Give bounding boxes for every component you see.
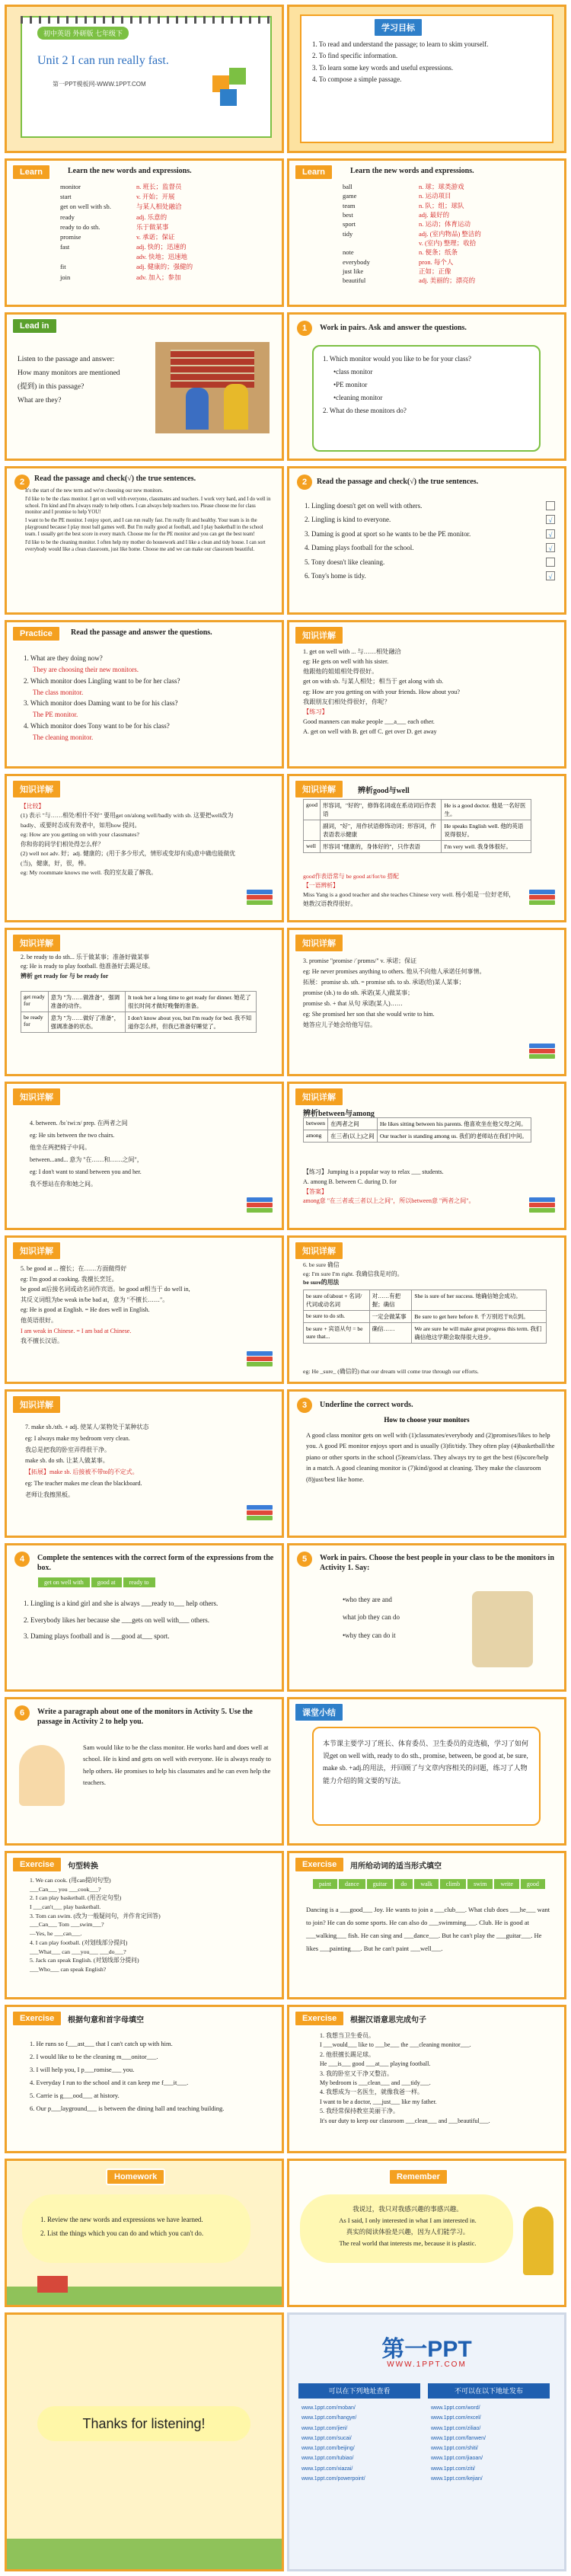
slide-9-practice[interactable] <box>5 620 284 769</box>
knowledge-text: 【比较】 (1) 表示 "与……相处/相什不好" 要用get on/along well/badly with sb. 这要把well改为badly、或要时态成有效者中，如用how 提问。 eg: How are you getting on with your classmates? 你和你的同学们相处得怎么样？ (2) well not adv. 好；adj. 健康的；(用于多少形式，情形或变却有成)意中确也能做优(当)，健康，好，很，棒。 eg: My roommate knows me well. 我的室友最了解我。 <box>21 803 236 877</box>
slide-1-title[interactable] <box>5 5 284 153</box>
vocab-heading: Learn the new words and expressions. <box>350 167 474 175</box>
checkbox[interactable] <box>546 558 555 567</box>
knowledge-text: 2. be ready to do sth... 乐于做某事；准备好做某事 eg: He is ready to play football. 他准备好去踢足球。 辨析 get ready for 与 be ready for <box>21 954 155 980</box>
activity-number: 5 <box>297 1552 312 1567</box>
objective-item: 4. To compose a simple passage. <box>312 75 402 83</box>
slide-12-good-well[interactable] <box>287 774 566 922</box>
links-column-left <box>301 2403 423 2484</box>
knowledge-tag: 知识详解 <box>294 1241 344 1261</box>
expression-chip: get on well with <box>38 1577 90 1587</box>
activity-heading: Write a paragraph about one of the monitors in Activity 5. Use the passage in Activity 2 to help you. <box>37 1708 253 1726</box>
activity-questions: 1. Which monitor would you like to be for your class? •class monitor •PE monitor •cleaning monitor 2. What do these monitors do? <box>323 355 472 415</box>
checkbox[interactable]: √ <box>546 529 555 539</box>
comparison-table: get ready for 意为 "为……做准备"，强调准备的动作。 It took her a long time to get ready for dinner. 她花了很长时间才做好晚餐的准备。 be ready for 意为 "为……做好了准备"，强调准备的状态。 I don't know about you, but I'm ready for bed. 我不知道你怎么样，但我已准备好睡觉了。 <box>21 991 257 1033</box>
brand-logo: 第一PPT <box>381 2337 472 2362</box>
expression-chip: good at <box>91 1577 122 1587</box>
exercise-list: 1. 我想当卫生委员。 I ___would___ like to ___be___ the ___cleaning monitor___. 2. 他很擅长踢足球。 He ___is___ good ___at___ playing football. 3. 我的卧室又干净又整洁。 My bedroom is ___clean___ and ___tidy___. 4. 我想成为一名医生，就像我爸一样。 I want to be a doctor, ___just___ like my father. 5. 我经常保持教室美丽干净。 It's our duty to keep our classroom ___clean___ and ___beautiful___. <box>320 2032 490 2124</box>
knowledge-tag: 知识详解 <box>11 1087 62 1107</box>
comparison-table: be sure of/about + 名词/代词或动名词 对……有把握；确信 She is sure of her success. 她确信她会成功。 be sure to do sth. 一定会做某事 Be sure to get here before 8. 千万别迟于8点到。 be sure + 宾语从句 = be sure that... 确信…… We are sure he will make great progress this term. 我们确信他这学期会取得很大进步。 <box>303 1290 547 1344</box>
knowledge-tag: 知识详解 <box>294 625 344 645</box>
exercise-subtitle: 根据句意和首字母填空 <box>68 2016 144 2025</box>
slide-11-knowledge[interactable] <box>5 774 284 922</box>
activity-heading: Read the passage and check(√) the true sentences. <box>34 475 196 483</box>
practice-heading: Read the passage and answer the questions. <box>71 628 212 637</box>
books-icon <box>529 1044 555 1063</box>
slide-8-true-sentences[interactable] <box>287 466 566 615</box>
knowledge-text: 1. get on well with ... 与……相处融洽 eg: He gets on well with his sister. 他跟他的姐姐相处得很好。 get on with sb. 与某人相处；相当于 get along with sb. eg: How are you getting on with your friends. How about you? 我跟朋友们相处得很好，你呢？ 【练习】 Good manners can make people ___a___ each other. A. get on well with B. get off C. get over D. get away <box>303 648 461 735</box>
activity-number: 4 <box>14 1552 30 1567</box>
objectives-list <box>312 39 555 85</box>
slide-22-pairs[interactable] <box>287 1543 566 1692</box>
activity-heading: Work in pairs. Choose the best people in your class to be the monitors in Activity 1. Say: <box>320 1554 554 1572</box>
learn-tag: Learn <box>294 164 333 181</box>
vocab-list: monitor n. 班长；监督员 start v. 开始；开展 get on well with sb. 与某人相处融洽 ready adj. 乐意的 ready to do sth. 乐于做某事 promise v. 承诺；保证 fast adj. 快的；迅速的 adv. 快地；迅速地 fit adj. 健康的；强健的 join adv. 加入；参加 <box>60 183 193 281</box>
exercise-list: 1. We can cook. (用can提问句型) ___Can___ you ___cook___? 2. I can play basketball. (用否定句型) I ___can't___ play basketball. 3. Tom can swim. (改为一般疑问句，并作肯定回答) ___Can___ Tom ___swim___? —Yes, he ___can___. 4. I can play football. (对划线部分提问) ___What___ can ___you___ ___do___? 5. Jack can speak English. (对划线部分提问) ___Who___ can speak English? <box>30 1877 161 1973</box>
true-sentence-list: 1. Lingling doesn't get on well with others. 2. Lingling is kind to everyone. √ 3. Daming is good at sport so he wants to be the PE monitor. √ 4. Daming plays football for the school. √ 5. Tony doesn't like cleaning. 6. Tony's home is tidy. √ <box>305 499 555 583</box>
link[interactable]: www.1ppt.com/ziti/ <box>431 2466 475 2472</box>
sample-paragraph: Sam would like to be the class monitor. He works hard and does well at school. He is kind and gets on well with everyone. He is always ready to help others. He promises to help his classmates and he can even help the teachers. <box>83 1743 271 1786</box>
exercise-tag: Exercise <box>11 1856 62 1873</box>
exercise-tag: Exercise <box>11 2010 62 2027</box>
slide-18-be-sure[interactable] <box>287 1235 566 1384</box>
link[interactable]: www.1ppt.com/shiti/ <box>431 2446 478 2452</box>
qa-list: 1. What are they doing now? They are choosing their new monitors. 2. Which monitor does Lingling want to be for her class? The class monitor. 3. Which monitor does Daming want to be for his class? The PE monitor. 4. Which monitor does Tony want to be for his class? The cleaning monitor. <box>24 654 180 741</box>
fill-in-paragraph: Dancing is a ___good___ Joy. He wants to join a ___club___. What club does ___he___ want to join? He can do some sports. He can also do ___swimming___. Club. He is good at ___walking___ fish. He can sing and ___dance___. But he can't play the ___guitar___. He likes ___painting___. But he can't paint ___well___. <box>306 1906 550 1952</box>
students-illustration <box>472 1591 533 1667</box>
activity-heading: Underline the correct words. <box>320 1401 413 1409</box>
table-heading: 辨析between与among <box>303 1110 375 1118</box>
exercise-list: 1. He runs so f___ast___ that I can't catch up with him. 2. I would like to be the cleaning m___onitor___. 3. I will help you, I p___romise___ you. 4. Everyday I run to the school and it can keep me f___it___. 5. Carrie is g___ood___ at history. 6. Our p___layground___ is between the dining hall and teaching building. <box>30 2040 225 2112</box>
exercise-tag: Exercise <box>294 2010 345 2027</box>
slide-15-between[interactable] <box>5 1082 284 1230</box>
slide-19-make[interactable] <box>5 1389 284 1538</box>
activity-number: 6 <box>14 1705 30 1721</box>
checkbox[interactable]: √ <box>546 571 555 580</box>
summary-text: 本节课主要学习了班长、体育委员、卫生委员的竞选稿，学习了如何说get on well with, ready to do sth., promise, between, be good at, be sure, make sb. +adj.的用法，并回顾了与文章内容相关的问题，练习了人物能力介绍的简文要的写法。 <box>323 1740 529 1785</box>
books-icon <box>247 890 273 909</box>
table-heading: 辨析good与well <box>358 787 410 795</box>
lead-in-tag: Lead in <box>11 318 58 334</box>
homework-tag: Homework <box>106 2169 165 2185</box>
learn-tag: Learn <box>11 164 51 181</box>
books-icon <box>247 1197 273 1217</box>
activity-number: 2 <box>297 475 312 490</box>
slide-17-good-at[interactable] <box>5 1235 284 1384</box>
forbidden-header: 不可以在以下地址发布 <box>428 2383 550 2399</box>
link[interactable]: www.1ppt.com/xiazai/ <box>301 2466 353 2472</box>
slide-4-vocab[interactable] <box>287 158 566 307</box>
slide-16-between-among[interactable] <box>287 1082 566 1230</box>
slide-6-activity-1[interactable] <box>287 312 566 461</box>
exercise-text: eg: He _sure_ (确信的) that our dream will come true through our efforts. <box>303 1368 479 1375</box>
knowledge-tag: 知识详解 <box>294 779 344 799</box>
expression-chip: ready to <box>123 1577 155 1587</box>
teacher-illustration <box>523 2207 553 2275</box>
link[interactable]: www.1ppt.com/moban/ <box>301 2405 356 2411</box>
word-box: paint dance guitar do walk climb swim write good <box>312 1876 546 1890</box>
slide-21-complete[interactable] <box>5 1543 284 1692</box>
slide-2-objectives[interactable] <box>287 5 566 153</box>
thanks-banner: Thanks for listening! <box>37 2406 250 2441</box>
knowledge-tag: 知识详解 <box>11 1395 62 1414</box>
slide-3-vocab[interactable] <box>5 158 284 307</box>
house-icon <box>37 2276 68 2293</box>
link[interactable]: www.1ppt.com/kejian/ <box>431 2476 483 2482</box>
link[interactable]: www.1ppt.com/powerpoint/ <box>301 2476 365 2482</box>
link[interactable]: www.1ppt.com/fanwen/ <box>431 2435 486 2441</box>
link[interactable]: www.1ppt.com/jieri/ <box>301 2425 348 2431</box>
slide-10-knowledge[interactable] <box>287 620 566 769</box>
books-icon <box>247 1505 273 1525</box>
slide-30-remember[interactable] <box>287 2159 566 2307</box>
lead-in-questions: Listen to the passage and answer: How many monitors are mentioned (提到) in this passage? What are they? <box>18 356 120 405</box>
link[interactable]: www.1ppt.com/tubiao/ <box>301 2456 354 2462</box>
brand-url[interactable]: WWW.1PPT.COM <box>387 2360 467 2369</box>
activity-number: 3 <box>297 1398 312 1413</box>
slide-24-summary[interactable] <box>287 1697 566 1846</box>
knowledge-tag: 知识详解 <box>294 933 344 953</box>
activity-heading: Complete the sentences with the correct form of the expressions from the box. <box>37 1554 274 1572</box>
knowledge-text: 5. be good at ... 擅长；在……方面做得好 eg: I'm good at cooking. 我擅长烹饪。 be good at后接名词或动名词作宾语。be good at相当于 do well in, 其反义词组为be weak in/be bad at，意为 "不擅长……"。 eg: He is good at English. = He does well in English. 他英语很好。 I am weak in Chinese. = I am bad at Chinese. 我不擅长汉语。 <box>21 1265 190 1345</box>
link[interactable]: www.1ppt.com/beijing/ <box>301 2446 355 2452</box>
objectives-tag: 学习目标 <box>373 18 423 37</box>
activity-number: 2 <box>14 475 30 490</box>
activity-heading: Work in pairs. Ask and answer the questions. <box>320 324 467 332</box>
books-icon <box>529 1197 555 1217</box>
books-icon <box>247 1351 273 1371</box>
prompt-list: •who they are and what job they can do •why they can do it <box>343 1596 400 1639</box>
slide-13-ready[interactable] <box>5 928 284 1076</box>
objective-item: 2. To find specific information. <box>312 52 398 60</box>
passage-text: A good class monitor gets on well with (1)classmates/everybody and (2)promises/likes to help you. A good PE monitor enjoys sport and is usually (3)fit/tidy. They often play (4)basketball/the piano or other sports in the school (5)team/class. They always try to get the best (6)score/help in a match. A good cleaning monitor is (7)kind/good at cleaning. They make the classroom (8)just/best like home. <box>306 1431 555 1483</box>
slide-7-passage[interactable] <box>5 466 284 615</box>
knowledge-text: 6. be sure 确信 eg: I'm sure I'm right. 我确信我是对的。 be sure的用法 <box>303 1261 404 1286</box>
knowledge-tag: 知识详解 <box>294 1087 344 1107</box>
objective-item: 3. To learn some key words and useful expressions. <box>312 63 454 72</box>
link[interactable]: www.1ppt.com/hangye/ <box>301 2415 357 2421</box>
grass-strip <box>7 2539 282 2569</box>
slide-20-underline[interactable] <box>287 1389 566 1538</box>
slide-32-ppt-ad[interactable] <box>287 2312 566 2571</box>
exercise-tag: Exercise <box>294 1856 345 1873</box>
slide-28-exercise[interactable] <box>287 2005 566 2153</box>
sentence-list: 1. Lingling is a kind girl and she is always ___ready to___ help others. 2. Everybody likes her because she ___gets on well with___ others. 3. Daming plays football and is ___good at___ sport. <box>24 1600 219 1641</box>
knowledge-tag: 知识详解 <box>11 1241 62 1261</box>
practice-tag: Practice <box>11 625 61 642</box>
link[interactable]: www.1ppt.com/excel/ <box>431 2415 481 2421</box>
notebook-rings <box>21 16 272 24</box>
passage-subtitle: How to choose your monitors <box>384 1416 470 1424</box>
expression-box <box>37 1574 156 1588</box>
abc-blocks-icon <box>212 60 258 106</box>
slide-14-promise[interactable] <box>287 928 566 1076</box>
link[interactable]: www.1ppt.com/word/ <box>431 2405 480 2411</box>
checkbox[interactable]: √ <box>546 515 555 524</box>
exercise-subtitle: 用所给动词的适当形式填空 <box>350 1862 442 1871</box>
comparison-table: between 在两者之间 He likes sitting between his parents. 他喜欢坐在他父母之间。 among 在三者(以上)之间 Our teacher is standing among us. 我们的老师站在我们中间。 <box>303 1117 531 1143</box>
slide-23-write[interactable] <box>5 1697 284 1846</box>
exercise-text: 【练习】Jumping is a popular way to relax ___ students. A. among B. between C. during D. for 【答案】 among意 "在三者或三者以上之间"，所以between意 "两者之间"。 <box>303 1168 475 1205</box>
objective-item: 1. To read and understand the passage; to learn to skim yourself. <box>312 40 489 48</box>
link[interactable]: www.1ppt.com/sucai/ <box>301 2435 352 2441</box>
slide-27-exercise[interactable] <box>5 2005 284 2153</box>
lesson-title: Unit 2 I can run really fast. <box>37 54 169 67</box>
knowledge-tag: 知识详解 <box>11 779 62 799</box>
checkbox[interactable]: √ <box>546 543 555 552</box>
slide-25-exercise[interactable] <box>5 1851 284 1999</box>
knowledge-text: 4. between. /bɪˈtwiːn/ prep. 在两者之间 eg: He sits between the two chairs. 他坐在两把椅子中间。 between...and... 意为 "在……和……之间"， eg: I don't want to stand between you and her. 我不想站在你和她之间。 <box>30 1120 143 1187</box>
knowledge-tag: 知识详解 <box>11 933 62 953</box>
exercise-subtitle: 句型转换 <box>68 1862 98 1871</box>
activity-heading: Read the passage and check(√) the true sentences. <box>317 478 479 486</box>
quote-text: 我说过，我只对我感兴趣的事感兴趣。 As I said, I only interested in what I am interested in. 真实的阅读体验是兴趣，因为人们能学习。 The real world that interests me, because it is plastic. <box>339 2205 477 2247</box>
link[interactable]: www.1ppt.com/ziliao/ <box>431 2425 481 2431</box>
table-notes: good作表语常与 be good at/for/to 搭配 【一语辨析】 Miss Yang is a good teacher and she teaches Chinese very well. 杨小姐是一位好老师，她教汉语教得很好。 <box>303 873 515 908</box>
slide-31-thanks[interactable] <box>5 2312 284 2571</box>
comparison-table: good 形容词，"好的"，修饰名词或在系动词后作表语 He is a good doctor. 他是一名好医生。 副词，"好"，用作状语修饰动词；形容词，作表语表示健康 He speaks English well. 他的英语说得很好。 well 形容词 "健康的，身体好的"，只作表语 I'm very well. 我身体很好。 <box>303 799 531 853</box>
classroom-illustration <box>155 342 270 433</box>
books-icon <box>529 890 555 909</box>
links-column-right <box>431 2403 553 2484</box>
student-writing-illustration <box>19 1745 65 1806</box>
passage-text: It's the start of the new term and we're choosing our new monitors. I'd like to be the class monitor. I get on well with everyone, classmates and teachers. I work very hard, and I do well in school. I'm kind and I'm always ready to help others. I can always help teachers too. Please choose me for class monitor and I promise to help YOU! I want to be the PE monitor. I enjoy sport, and I can run really fast. I'm really fit and healthy. Your team is in the playground because I play most ball games well. But I'm really good at football, and I play basketball in the school team. I usually get the best score in every match. Choose me for the PE monitor and you can get the best team! I'd like to be the cleaning monitor. I often help my mother do housework and I like a clean and tidy house. I can sort everybody would like a clean classroom, just like home. Choose me and we can make our classroom beautiful. <box>25 488 271 552</box>
checkbox[interactable] <box>546 501 555 510</box>
remember-tag: Remember <box>388 2169 448 2185</box>
vocab-list: ball n. 球；球类游戏 game n. 运动项目 team n. 队；组；球队 best adj. 最好的 sport n. 运动；体育运动 tidy adj. (室内物品) 整洁的 v. (室内) 整理；收拾 note n. 便条；纸条 everybody pron. 每个人 just like 正如；正像 beautiful adj. 美丽的；漂亮的 <box>343 183 481 285</box>
link[interactable]: www.1ppt.com/jiaoan/ <box>431 2456 483 2462</box>
slide-26-exercise[interactable] <box>287 1851 566 1999</box>
allowed-header: 可以在下列地址查看 <box>298 2383 420 2399</box>
course-badge: 初中英语 外研版 七年级下 <box>37 27 129 40</box>
slide-29-homework[interactable] <box>5 2159 284 2307</box>
activity-number: 1 <box>297 321 312 336</box>
summary-tag: 课堂小结 <box>294 1702 344 1722</box>
homework-list: 1. Review the new words and expressions we have learned. 2. List the things which you can do and which you can't do. <box>40 2216 204 2237</box>
vocab-heading: Learn the new words and expressions. <box>68 167 192 175</box>
knowledge-text: 7. make sb./sth. + adj. 使某人/某物处于某种状态 eg: I always make my bedroom very clean. 我总是把我的卧室弄得很干净。 make sb. do sth. 让某人做某事。 【拓展】make sb. 后接被不带to的不定式。 eg: The teacher makes me clean the blackboard. 老师让我擦黑板。 <box>25 1424 149 1498</box>
exercise-subtitle: 根据汉语意思完成句子 <box>350 2016 426 2025</box>
knowledge-text: 3. promise "promise /ˈprɒmɪs/" v. 承诺；保证 eg: He never promises anything to others. 他从不向他人承诺任何事情。 拓展：promise sb. sth. = promise sth. to sb. 承诺(给)某人某事； promise (sb.) to do sth. 承诺(某人)做某事； promise sb. + that 从句 承诺(某人)…… eg: She promised her son that she would write to him. 她答应儿子她会给他写信。 <box>303 957 486 1028</box>
slide-5-lead-in[interactable] <box>5 312 284 461</box>
site-caption: 第一PPT模板网-WWW.1PPT.COM <box>53 81 146 88</box>
